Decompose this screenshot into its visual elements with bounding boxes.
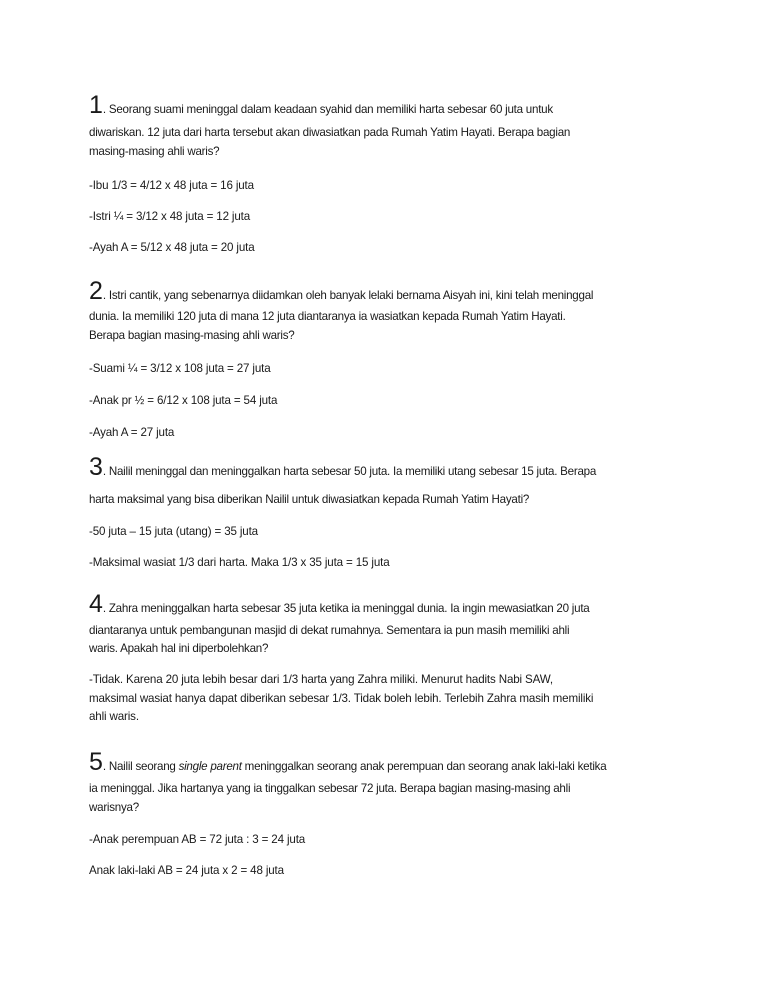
question-1 — [89, 91, 553, 120]
question-5 — [89, 748, 607, 777]
answer-line: -50 juta – 15 juta (utang) = 35 juta — [89, 525, 258, 538]
answer-paragraph: -Tidak. Karena 20 juta lebih besar dari 1/3 harta yang Zahra miliki. Menurut hadits Nabi SAW, maksimal wasiat hanya dapat diberikan sebesar 1/3. Tidak boleh lebih. Terlebih Zahra masih memiliki ahli waris. — [89, 673, 594, 723]
question-3-text-line-2: harta maksimal yang bisa diberikan Nailil untuk diwasiatkan kepada Rumah Yatim Hayati? — [89, 493, 530, 506]
answer-line: -Ibu 1/3 = 4/12 x 48 juta = 16 juta — [89, 179, 254, 192]
question-text: . Zahra meninggalkan harta sebesar 35 juta ketika ia meninggal dunia. Ia ingin mewasiatkan 20 juta — [102, 602, 590, 615]
question-text-italic: single parent — [178, 760, 242, 773]
question-3 — [89, 453, 597, 482]
question-2 — [89, 277, 594, 306]
answer-line: -Anak pr ½ = 6/12 x 108 juta = 54 juta — [89, 394, 278, 407]
question-number: 1 — [89, 91, 103, 119]
answer-line: -Maksimal wasiat 1/3 dari harta. Maka 1/3 x 35 juta = 15 juta — [89, 556, 390, 569]
question-text-pre: . Nailil seorang — [102, 760, 179, 773]
question-number: 5 — [89, 748, 103, 776]
question-number: 3 — [89, 453, 103, 481]
question-number: 2 — [89, 277, 103, 305]
question-1-text-line-3: masing-masing ahli waris? — [89, 145, 220, 158]
question-4-text-line-2: diantaranya untuk pembangunan masjid di dekat rumahnya. Sementara ia pun masih memiliki ahli — [89, 624, 570, 637]
question-4-text-line-3: waris. Apakah hal ini diperbolehkan? — [89, 642, 269, 655]
question-text: . Seorang suami meninggal dalam keadaan syahid dan memiliki harta sebesar 60 juta untuk — [102, 103, 553, 116]
answer-line: -Anak perempuan AB = 72 juta : 3 = 24 juta — [89, 833, 306, 846]
answer-line: -Ayah A = 27 juta — [89, 426, 175, 439]
question-1-heading — [89, 91, 553, 120]
answer-line: Anak laki-laki AB = 24 juta x 2 = 48 juta — [89, 864, 284, 877]
answer-line: -Ayah A = 5/12 x 48 juta = 20 juta — [89, 241, 255, 254]
question-5-text-line-2: ia meninggal. Jika hartanya yang ia tinggalkan sebesar 72 juta. Berapa bagian masing-masing ahli — [89, 782, 571, 795]
question-number: 4 — [89, 590, 103, 618]
answer-line: -Suami ¼ = 3/12 x 108 juta = 27 juta — [89, 362, 271, 375]
question-3-heading — [89, 453, 597, 482]
question-2-text-line-3: Berapa bagian masing-masing ahli waris? — [89, 329, 295, 342]
question-2-heading — [89, 277, 594, 306]
question-text: . Istri cantik, yang sebenarnya diidamkan oleh banyak lelaki bernama Aisyah ini, kini telah meninggal — [102, 289, 594, 302]
question-4 — [89, 590, 590, 619]
question-1-text-line-2: diwariskan. 12 juta dari harta tersebut akan diwasiatkan pada Rumah Yatim Hayati. Berapa bagian — [89, 126, 571, 139]
question-5-text-line-3: warisnya? — [89, 801, 139, 814]
question-2-text-line-2: dunia. Ia memiliki 120 juta di mana 12 juta diantaranya ia wasiatkan kepada Rumah Yatim Hayati. — [89, 310, 566, 323]
question-4-heading — [89, 590, 590, 619]
question-5-heading — [89, 748, 607, 777]
question-text: . Nailil meninggal dan meninggalkan harta sebesar 50 juta. Ia memiliki utang sebesar 15 juta. Berapa — [102, 465, 597, 478]
answer-line: -Istri ¼ = 3/12 x 48 juta = 12 juta — [89, 210, 251, 223]
question-text-post: meninggalkan seorang anak perempuan dan seorang anak laki-laki ketika — [241, 760, 607, 773]
